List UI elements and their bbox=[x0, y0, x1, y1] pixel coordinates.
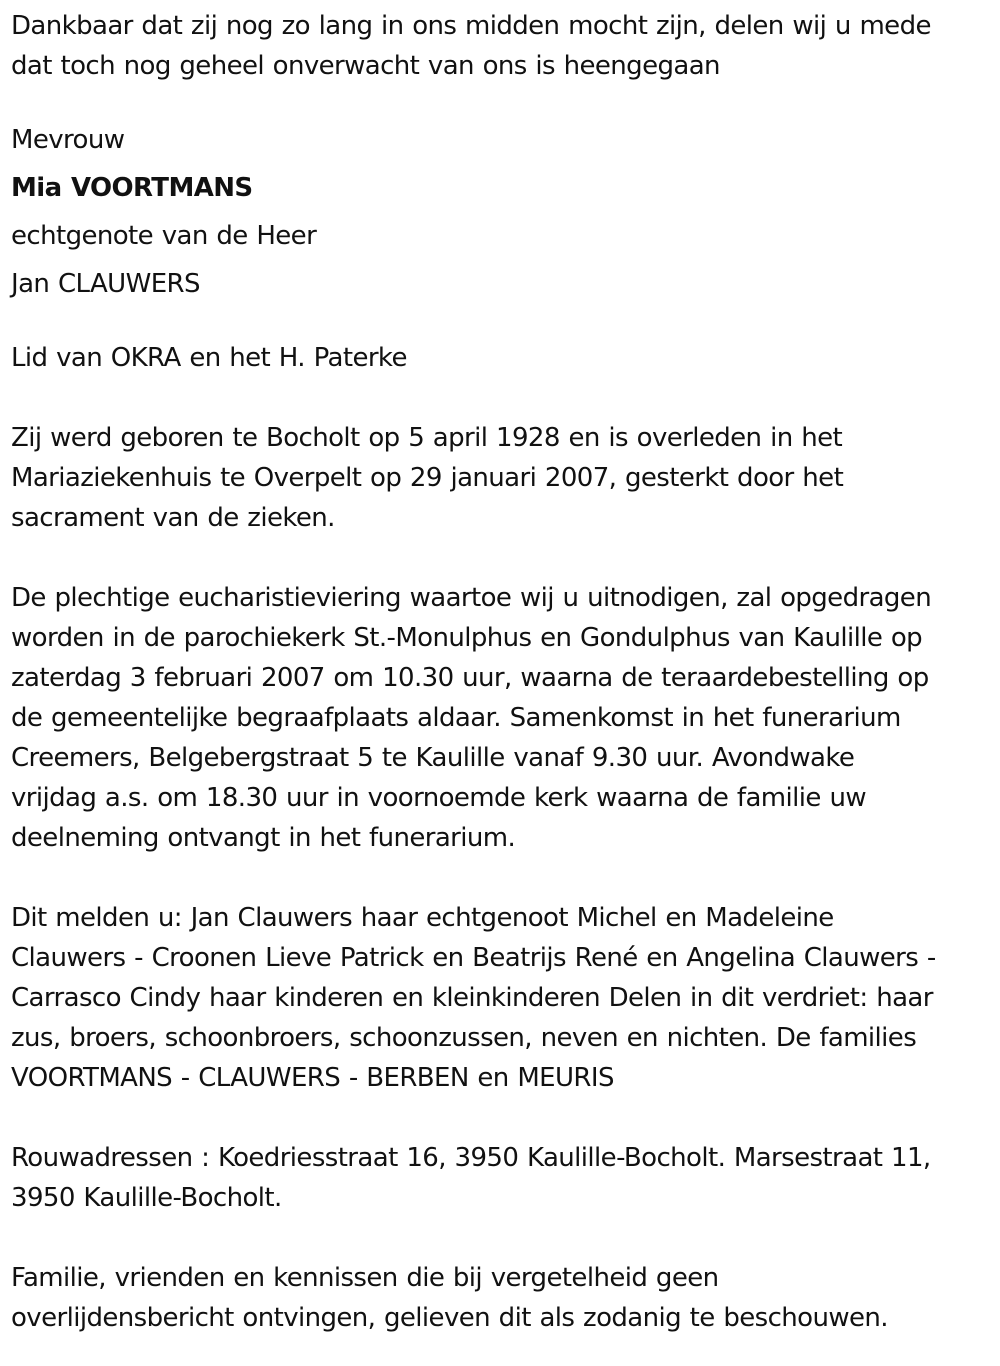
addresses-paragraph: Rouwadressen : Koedriesstraat 16, 3950 Kaulille-Bocholt. Marsestraat 11, 3950 Kaulille-Bocholt. bbox=[11, 1143, 931, 1213]
deceased-name: Mia VOORTMANS bbox=[11, 173, 253, 203]
salutation: Mevrouw bbox=[11, 125, 125, 155]
death-notice bbox=[11, 6, 993, 1338]
spouse-name: Jan CLAUWERS bbox=[11, 269, 200, 299]
closing-paragraph: Familie, vrienden en kennissen die bij vergetelheid geen overlijdensbericht ontvingen, gelieven dit als zodanig te beschouwen. bbox=[11, 1263, 888, 1333]
family-paragraph: Dit melden u: Jan Clauwers haar echtgenoot Michel en Madeleine Clauwers - Croonen Lieve Patrick en Beatrijs René en Angelina Clauwers - Carrasco Cindy haar kinderen en kleinkinderen Delen in dit verdriet: haar zus, broers, schoonbroers, schoonzussen, neven en nichten. De families VOORTMANS - CLAUWERS - BERBEN en MEURIS bbox=[11, 903, 936, 1093]
membership: Lid van OKRA en het H. Paterke bbox=[11, 343, 407, 373]
spouse-relation: echtgenote van de Heer bbox=[11, 221, 317, 251]
intro-paragraph: Dankbaar dat zij nog zo lang in ons midden mocht zijn, delen wij u mede dat toch nog geheel onverwacht van ons is heengegaan bbox=[11, 11, 931, 81]
birth-death-paragraph: Zij werd geboren te Bocholt op 5 april 1928 en is overleden in het Mariaziekenhuis te Overpelt op 29 januari 2007, gesterkt door het sacrament van de zieken. bbox=[11, 423, 844, 533]
ceremony-paragraph: De plechtige eucharistieviering waartoe wij u uitnodigen, zal opgedragen worden in de parochiekerk St.-Monulphus en Gondulphus van Kaulille op zaterdag 3 februari 2007 om 10.30 uur, waarna de teraardebestelling op de gemeentelijke begraafplaats aldaar. Samenkomst in het funerarium Creemers, Belgebergstraat 5 te Kaulille vanaf 9.30 uur. Avondwake vrijdag a.s. om 18.30 uur in voornoemde kerk waarna de familie uw deelneming ontvangt in het funerarium. bbox=[11, 583, 932, 853]
